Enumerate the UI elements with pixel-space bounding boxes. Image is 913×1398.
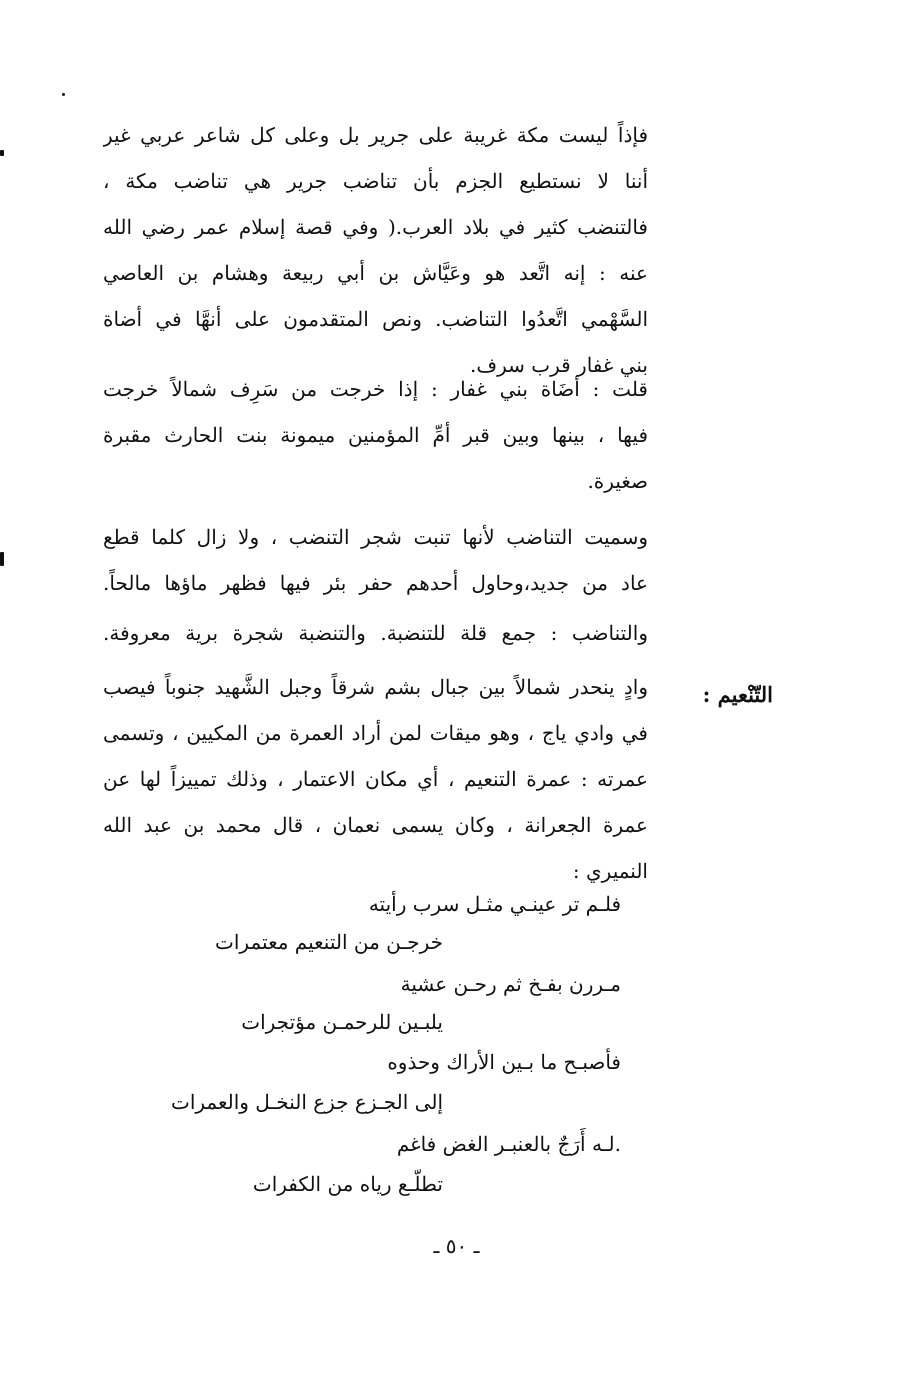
scan-speck <box>0 552 4 566</box>
text-line: والتناضب : جمع قلة للتنضبة. والتنضبة شجرة برية معروفة. <box>103 621 648 645</box>
poem-hemistich-first: .لـه أَرَجٌ بالعنبـر الغض فاغم <box>396 1132 621 1156</box>
text-line: وسميت التناضب لأنها تنبت شجر التنضب ، ولا زال كلما قطع <box>103 525 648 549</box>
text-line: عاد من جديد،وحاول أحدهم حفر بئر فيها فظهر ماؤها مالحاً. <box>103 571 648 595</box>
text-line: أننا لا نستطيع الجزم بأن تناضب جرير هي تناضب مكة ، <box>103 169 648 193</box>
text-line: النميري : <box>572 859 648 883</box>
paragraph-2 <box>103 366 648 504</box>
text-line: فإذاً ليست مكة غريبة على جرير بل وعلى كل شاعر عربي غير <box>103 123 648 147</box>
paragraph-1 <box>103 112 648 388</box>
scan-speck <box>62 93 65 96</box>
text-line: في وادي ياج ، وهو ميقات لمن أراد العمرة من المكيين ، وتسمى <box>103 721 648 745</box>
poem-hemistich-first: مـررن بفـخ ثم رحـن عشية <box>400 972 621 996</box>
text-line: قلت : أضَاة بني غفار : إذا خرجت من سَرِف شمالاً خرجت <box>103 377 648 401</box>
text-line: فيها ، بينها وبين قبر أمِّ المؤمنين ميمونة بنت الحارث مقبرة <box>103 423 648 447</box>
text-line: صغيرة. <box>587 469 648 493</box>
text-line: فالتنضب كثير في بلاد العرب.( وفي قصة إسلام عمر رضي الله <box>103 215 648 239</box>
entry-term: التّنْعيم : <box>702 682 773 707</box>
poem-hemistich-second: تطلّـع رياه من الكفرات <box>252 1172 443 1196</box>
text-line: وادٍ ينحدر شمالاً بين جبال بشم شرقاً وجبل الشَّهيد جنوباً فيصب <box>103 675 648 699</box>
poem-hemistich-first: فأصبـح ما بـين الأراك وحذوه <box>387 1050 621 1074</box>
poem-hemistich-second: إلى الجـزع جزع النخـل والعمرات <box>170 1090 443 1114</box>
paragraph-3 <box>103 514 648 606</box>
text-line: عمرة الجعرانة ، وكان يسمى نعمان ، قال محمد بن عبد الله <box>103 813 648 837</box>
poem-hemistich-second: يلبـين للرحمـن مؤتجرات <box>241 1010 443 1034</box>
paragraph-4 <box>103 610 648 656</box>
poem-hemistich-first: فلـم تر عينـي مثـل سرب رأيته <box>368 892 621 916</box>
poem-hemistich-second: خرجـن من التنعيم معتمرات <box>215 930 443 954</box>
scan-speck <box>0 150 4 156</box>
text-line: عنه : إنه اتَّعد هو وعَيَّاش بن أبي ربيعة وهشام بن العاصي <box>103 261 648 285</box>
page-number: ـ ٥٠ ـ <box>433 1234 480 1258</box>
text-line: السَّهْمي اتَّعدُوا التناضب. ونص المتقدمون على أنهَّا في أضاة <box>103 307 648 331</box>
text-line: بني غفار قرب سرف. <box>470 353 648 377</box>
text-line: عمرته : عمرة التنعيم ، أي مكان الاعتمار ، وذلك تمييزاً لها عن <box>103 767 648 791</box>
paragraph-5 <box>103 664 648 894</box>
